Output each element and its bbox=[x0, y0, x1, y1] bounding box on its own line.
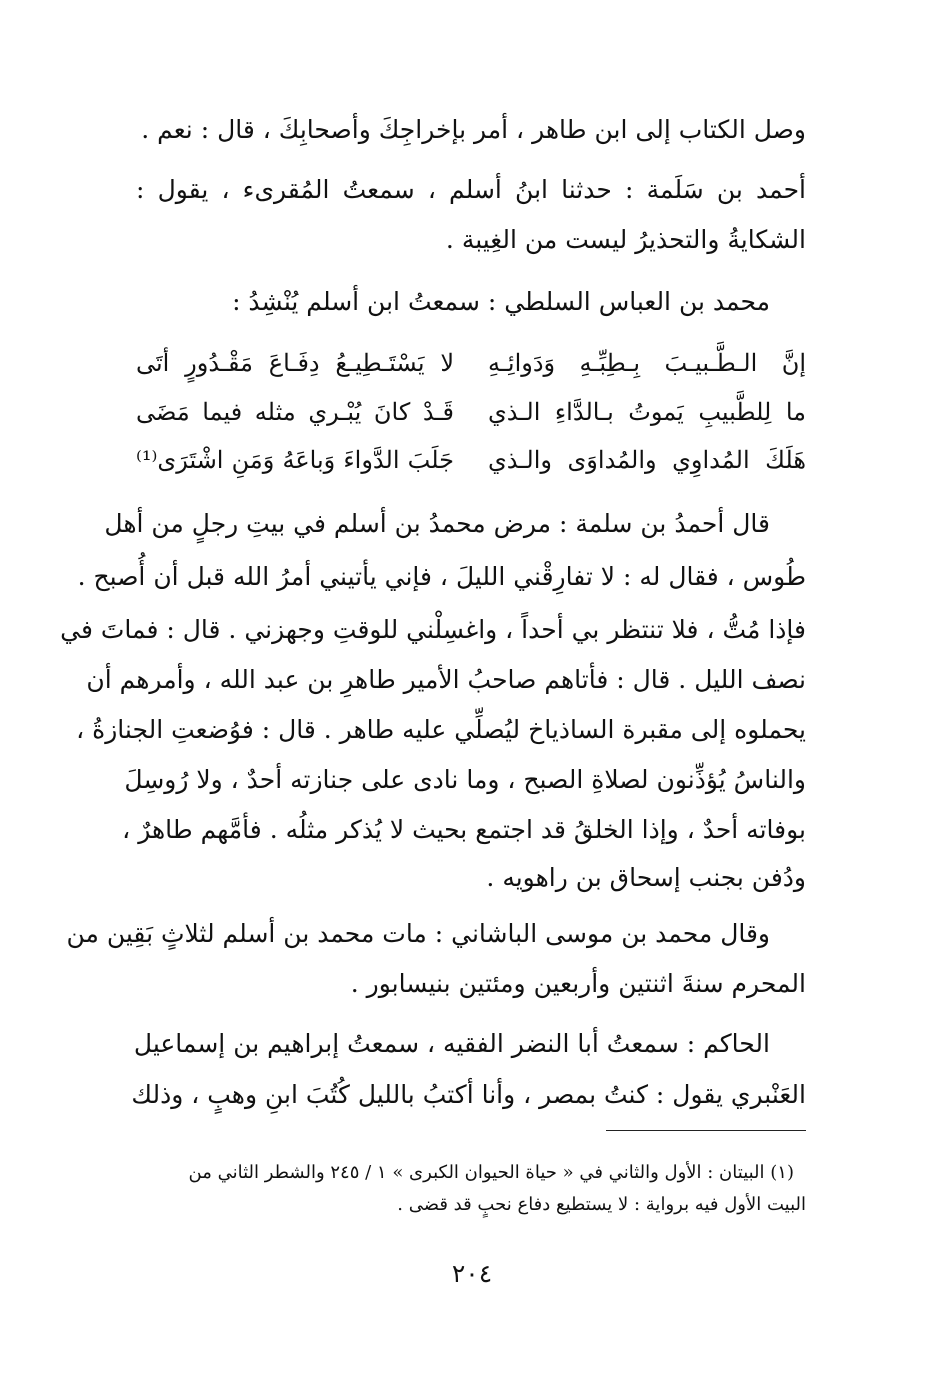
footnote-line: البيت الأول فيه برواية : لا يستطيع دفاع نحبٍ قد قضى . bbox=[397, 1194, 806, 1215]
text-line: المحرم سنةَ اثنتين وأربعين ومئتين بنيسابور . bbox=[350, 969, 806, 998]
verse-hemistich-right: إنَّ الـطَّـبيـبَ بِـطِبِّـهِ وَدَوائِـهِ bbox=[488, 349, 806, 377]
text-line: ودُفن بجنب إسحاق بن راهويه . bbox=[486, 863, 806, 892]
text-line: بوفاته أحدٌ ، وإذا الخلقُ قد اجتمع بحيث لا يُذكر مثلُه . فأمَّهم طاهرٌ ، bbox=[122, 815, 806, 844]
verse-hemistich-left: جَلَبَ الدَّواءَ وَباعَهُ وَمَنِ اشْتَرَى⁽¹⁾ bbox=[136, 446, 454, 474]
text-line: قال أحمدُ بن سلمة : مرض محمدُ بن أسلم في بيتِ رجلٍ من أهل bbox=[104, 509, 770, 538]
footnote-divider bbox=[606, 1130, 806, 1131]
verse-hemistich-right: هَلَكَ المُداوِي والمُداوَى والـذي bbox=[488, 446, 806, 474]
text-line: محمد بن العباس السلطي : سمعتُ ابن أسلم يُنْشِدُ : bbox=[232, 287, 770, 316]
text-line: فإذا مُتُّ ، فلا تنتظر بي أحداً ، واغسِلْني للوقتِ وجهزني . قال : فماتَ في bbox=[60, 615, 806, 644]
verse-hemistich-right: ما لِلطَّبيبِ يَموتُ بـالدَّاءِ الـذي bbox=[488, 398, 806, 426]
page-number: ٢٠٤ bbox=[451, 1259, 493, 1288]
verse-hemistich-left: قَـدْ كانَ يُبْـري مثله فيما مَضَى bbox=[136, 398, 454, 426]
text-line: الحاكم : سمعتُ أبا النضر الفقيه ، سمعتُ إبراهيم بن إسماعيل bbox=[133, 1029, 770, 1058]
text-line: وصل الكتاب إلى ابن طاهر ، أمر بإخراجِكَ وأصحابِكَ ، قال : نعم . bbox=[141, 115, 806, 144]
footnote-line: (١) البيتان : الأول والثاني في « حياة الحيوان الكبرى » ١ / ٢٤٥ والشطر الثاني من bbox=[188, 1162, 794, 1183]
text-line bbox=[136, 170, 806, 210]
text-line: يحملوه إلى مقبرة الساذياخ ليُصلِّي عليه طاهر . قال : فوُضعتِ الجنازةُ ، bbox=[76, 715, 806, 744]
text-line: نصف الليل . قال : فأتاهم صاحبُ الأمير طاهرِ بن عبد الله ، وأمرهم أن bbox=[86, 665, 806, 694]
text-line: طُوس ، فقال له : لا تفارِقْني الليلَ ، فإني يأتيني أمرُ الله قبل أن أُصبح . bbox=[77, 562, 806, 591]
text-line: والناسُ يُؤذِّنون لصلاةِ الصبح ، وما نادى على جنازته أحدٌ ، ولا رُوسِلَ bbox=[124, 765, 806, 794]
text-line-content: أحمد بن سَلَمة : حدثنا ابنُ أسلم ، سمعتُ المُقرىء ، يقول : bbox=[136, 175, 806, 204]
verse-hemistich-left: لا يَسْتَـطِيـعُ دِفَـاعَ مَقْـدُورٍ أتَى bbox=[136, 349, 454, 377]
text-line: وقال محمد بن موسى الباشاني : مات محمد بن أسلم لثلاثٍ بَقِين من bbox=[66, 919, 770, 948]
text-line: العَنْبري يقول : كنتُ بمصر ، وأنا أكتبُ بالليل كُتُبَ ابنِ وهبٍ ، وذلك bbox=[131, 1080, 806, 1109]
text-line: الشكايةُ والتحذيرُ ليست من الغِيبة . bbox=[445, 225, 806, 254]
